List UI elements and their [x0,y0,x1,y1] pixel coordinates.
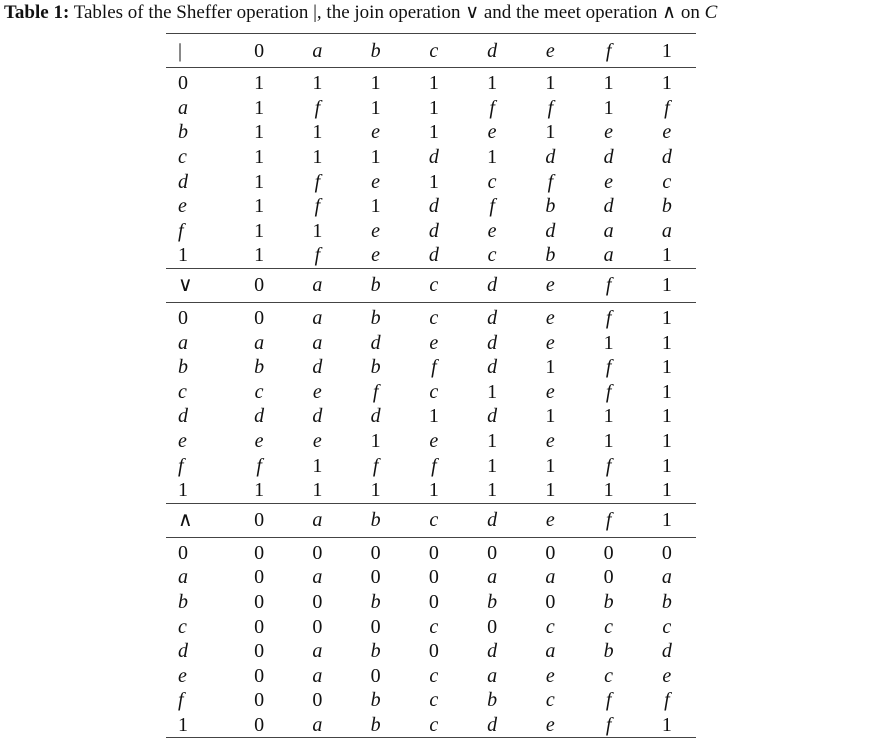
sheffer-table-cell: f [489,195,495,218]
meet-table-cell: a [312,640,323,663]
sheffer-table-cell: b [521,243,579,268]
sheffer-table-cell: e [604,121,614,144]
sheffer-table-cell: 1 [254,195,265,218]
sheffer-table-cell: a [661,219,672,242]
meet-table-cell: 0 [254,640,265,663]
sheffer-table-cell: 1 [487,72,498,95]
operation-tables [166,33,696,738]
join-table-cell: f [605,380,612,403]
sheffer-column-header: 1 [638,34,696,68]
join-table-cell: f [372,380,379,403]
sheffer-table-cell: 1 [312,219,323,242]
join-table-cell: 1 [487,454,498,477]
sheffer-table-cell: 1 [428,96,439,119]
meet-operator-symbol: ∧ [166,503,230,537]
meet-table-cell: 0 [545,541,556,564]
sheffer-table-cell: 1 [370,96,381,119]
join-table-cell: 1 [603,331,614,354]
meet-table-cell: a [487,664,498,687]
meet-table-row [166,614,696,639]
caption-set-symbol: C [704,2,718,23]
meet-table-cell: 0 [428,566,439,589]
join-table-cell: e [429,430,439,453]
sheffer-table-cell: e [604,170,614,193]
sheffer-table-cell: f [314,170,321,193]
meet-table-cell: 0 [370,664,381,687]
sheffer-table-cell: 1 [370,195,381,218]
sheffer-table-cell: e [371,170,381,193]
meet-table-cell: 0 [545,590,556,613]
meet-table-cell: a [288,713,346,738]
meet-table-cell: e [662,664,672,687]
sheffer-table-cell: d [405,243,463,268]
sheffer-table-cell: 1 [428,72,439,95]
meet-table-row [166,688,696,713]
join-table-cell: f [256,454,262,477]
sheffer-table-cell: 1 [638,243,696,268]
sheffer-table-cell: 1 [254,146,265,169]
sheffer-row-header: b [178,121,188,144]
meet-table-cell: 0 [487,615,498,638]
join-table-cell: 1 [521,478,579,503]
sheffer-table-cell: d [661,146,672,169]
meet-table-cell: 0 [661,541,672,564]
join-table-cell: 1 [661,331,672,354]
sheffer-table-cell: 1 [661,72,672,95]
sheffer-table-cell: e [371,121,381,144]
join-table-cell: 1 [463,478,521,503]
join-column-header: c [405,268,463,302]
join-table-cell: a [312,307,323,330]
meet-table-cell: d [661,640,672,663]
meet-table-cell: a [661,566,672,589]
join-table-cell: e [312,380,322,403]
join-table-cell: 1 [661,380,672,403]
sheffer-column-header: b [347,34,405,68]
sheffer-table-cell: e [487,219,497,242]
meet-table-row [166,663,696,688]
join-table-cell: f [431,454,437,477]
join-table-cell: 1 [230,478,288,503]
sheffer-table-cell: 1 [254,121,265,144]
sheffer-table-cell: c [487,170,497,193]
sheffer-table-row [166,145,696,170]
join-table-cell: d [487,356,498,379]
join-table-row [166,380,696,405]
meet-table-cell: b [603,590,614,613]
meet-column-header: e [521,503,579,537]
sheffer-table-cell: e [347,243,405,268]
meet-table-cell: a [545,640,556,663]
meet-row-header: f [178,689,184,712]
join-table-row [166,478,696,503]
sheffer-table-row [166,194,696,219]
sheffer-table-cell: b [661,195,672,218]
meet-table-cell: c [662,615,672,638]
sheffer-column-header: 0 [230,34,288,68]
sheffer-table-row [166,219,696,244]
sheffer-table-cell: f [489,96,495,119]
join-table-cell: c [254,380,264,403]
join-table-cell: 1 [580,478,638,503]
meet-row-header: a [178,566,188,589]
meet-table-cell: b [487,689,498,712]
sheffer-table-cell: 1 [545,121,556,144]
join-row-header: 1 [166,478,230,503]
meet-table-cell: 0 [370,541,381,564]
meet-table-cell: 0 [254,664,265,687]
sheffer-table-cell: 1 [487,146,498,169]
join-table-cell: 1 [661,430,672,453]
meet-table-cell: b [370,640,381,663]
join-table-row [166,453,696,478]
join-column-header: f [580,268,638,302]
meet-table-cell: 0 [428,541,439,564]
meet-column-header: 0 [230,503,288,537]
meet-table-cell: 0 [312,689,323,712]
meet-table-cell: 0 [230,713,288,738]
operation-tables-body [166,34,696,738]
sheffer-column-header: f [580,34,638,68]
meet-table-cell: d [463,713,521,738]
join-table-cell: f [605,356,612,379]
sheffer-table-cell: e [371,219,381,242]
join-column-header: 0 [230,268,288,302]
sheffer-row-header: d [178,170,188,193]
meet-table-row [166,565,696,590]
meet-table-cell: b [661,590,672,613]
meet-column-header: 1 [638,503,696,537]
meet-table-cell: 0 [428,640,439,663]
meet-row-header: c [178,615,187,638]
sheffer-table-cell: 1 [428,121,439,144]
sheffer-table-row [166,120,696,145]
sheffer-column-header: c [405,34,463,68]
meet-row-header: 1 [166,713,230,738]
sheffer-table-cell: 1 [230,243,288,268]
join-table-cell: d [370,405,381,428]
join-row-header: b [178,356,188,379]
meet-table-row [166,639,696,664]
join-table-cell: b [370,356,381,379]
join-table-cell: 1 [288,478,346,503]
meet-table-cell: b [347,713,405,738]
sheffer-table-cell: e [662,121,672,144]
meet-table-cell: c [429,615,439,638]
join-row-header: 0 [178,307,188,330]
sheffer-table-cell: 1 [254,96,265,119]
meet-table-cell: 0 [254,566,265,589]
meet-table-cell: 0 [603,566,614,589]
join-table-cell: 1 [638,478,696,503]
meet-column-header: b [347,503,405,537]
meet-table-cell: 0 [254,590,265,613]
meet-table-row [166,537,696,565]
join-table-cell: d [254,405,265,428]
sheffer-row-header: f [178,219,184,242]
sheffer-table-cell: 1 [603,72,614,95]
meet-table-cell: a [312,664,323,687]
meet-table-cell: b [370,590,381,613]
meet-table-cell: d [487,640,498,663]
sheffer-table-cell: 1 [254,170,265,193]
meet-table-cell: c [545,615,555,638]
sheffer-table-cell: 1 [603,96,614,119]
join-table-cell: c [429,380,439,403]
sheffer-table-cell: f [314,96,321,119]
sheffer-table-row [166,68,696,96]
meet-table-cell: 0 [312,590,323,613]
meet-table-cell: 0 [254,689,265,712]
meet-table-cell: 0 [603,541,614,564]
join-table-cell: 1 [487,380,498,403]
meet-table-cell: a [545,566,556,589]
meet-column-header: c [405,503,463,537]
join-table-cell: 1 [661,356,672,379]
meet-table-row [166,713,696,738]
meet-table-cell: c [405,713,463,738]
join-row-header: f [178,454,184,477]
meet-table-cell: c [604,615,614,638]
join-row-header: a [178,331,188,354]
sheffer-column-header: e [521,34,579,68]
meet-table-cell: e [521,713,579,738]
caption-text: Tables of the Sheffer operation |, the join operation ∨ and the meet operation ∧ on [69,2,705,23]
join-table-cell: 1 [405,478,463,503]
join-table-row [166,355,696,380]
join-table-cell: e [545,331,555,354]
sheffer-table-cell: a [603,219,614,242]
meet-table-cell: 0 [312,615,323,638]
meet-table-cell: a [487,566,498,589]
join-table-cell: f [372,454,379,477]
sheffer-table-row [166,243,696,268]
sheffer-row-header: a [178,96,188,119]
meet-table-row [166,590,696,615]
join-table-cell: e [545,380,555,403]
join-table-cell: f [605,454,612,477]
meet-table-cell: 1 [638,713,696,738]
sheffer-table-cell: 1 [370,72,381,95]
join-table-cell: 1 [603,405,614,428]
sheffer-table-cell: 1 [312,72,323,95]
join-table-cell: 1 [370,430,381,453]
meet-table-cell: 0 [370,615,381,638]
meet-table-cell: a [312,566,323,589]
caption-label: Table 1: [4,2,70,23]
sheffer-table-cell: d [545,219,556,242]
join-column-header: a [288,268,346,302]
meet-row-header: b [178,590,188,613]
meet-table-cell: f [605,689,612,712]
join-table-cell: 0 [254,307,265,330]
meet-table-cell: c [429,689,439,712]
sheffer-table-cell: d [603,195,614,218]
sheffer-table-cell: f [314,195,321,218]
sheffer-row-header: 1 [166,243,230,268]
sheffer-table-cell: d [428,219,439,242]
sheffer-table-cell: 1 [312,146,323,169]
sheffer-table-cell: 1 [312,121,323,144]
join-row-header: c [178,380,187,403]
sheffer-column-header: d [463,34,521,68]
meet-table-cell: e [545,664,555,687]
join-table-cell: e [545,430,555,453]
meet-table-cell: c [429,664,439,687]
table-caption [4,0,872,26]
sheffer-table-cell: d [603,146,614,169]
join-table-cell: e [429,331,439,354]
sheffer-row-header: 0 [178,72,188,95]
meet-column-header: f [580,503,638,537]
meet-table-cell: c [545,689,555,712]
join-table-cell: 1 [661,454,672,477]
meet-table-cell: 0 [254,615,265,638]
join-table-row [166,330,696,355]
sheffer-table-cell: c [662,170,672,193]
join-table-cell: 1 [545,405,556,428]
join-column-header: e [521,268,579,302]
sheffer-table-cell: f [288,243,346,268]
meet-table-header-row [166,503,696,537]
join-table-cell: e [312,430,322,453]
sheffer-table-row [166,169,696,194]
join-row-header: e [178,430,187,453]
join-table-cell: e [254,430,264,453]
meet-table-cell: 0 [487,541,498,564]
meet-table-cell: 0 [428,590,439,613]
join-table-cell: 1 [312,454,323,477]
sheffer-table-cell: f [547,96,554,119]
sheffer-operator-symbol: | [166,34,230,68]
sheffer-table-cell: c [463,243,521,268]
meet-table-cell: f [664,689,670,712]
join-table-cell: 1 [661,307,672,330]
join-table-cell: 1 [661,405,672,428]
join-table-cell: c [429,307,439,330]
meet-table-cell: b [603,640,614,663]
meet-table-cell: 0 [370,566,381,589]
join-table-cell: a [254,331,265,354]
meet-table-cell: 0 [254,541,265,564]
sheffer-column-header: a [288,34,346,68]
meet-row-header: d [178,640,188,663]
join-operator-symbol: ∨ [166,268,230,302]
join-table-cell: d [487,331,498,354]
join-column-header: 1 [638,268,696,302]
join-table-cell: 1 [428,405,439,428]
join-table-cell: d [370,331,381,354]
sheffer-table-cell: 1 [370,146,381,169]
meet-column-header: a [288,503,346,537]
sheffer-table-cell: d [428,195,439,218]
join-table-cell: b [370,307,381,330]
meet-table-cell: b [370,689,381,712]
sheffer-table-cell: 1 [545,72,556,95]
sheffer-row-header: e [178,195,187,218]
meet-table-cell: f [580,713,638,738]
sheffer-table-cell: f [664,96,670,119]
sheffer-table-row [166,96,696,121]
sheffer-table-cell: 1 [254,72,265,95]
join-table-cell: 1 [487,430,498,453]
meet-table-cell: c [604,664,614,687]
join-column-header: b [347,268,405,302]
join-table-cell: 1 [545,454,556,477]
join-table-cell: d [312,405,323,428]
join-table-header-row [166,268,696,302]
join-table-cell: 1 [603,430,614,453]
join-table-cell: 1 [347,478,405,503]
sheffer-table-cell: a [580,243,638,268]
join-table-cell: f [431,356,437,379]
sheffer-table-cell: d [545,146,556,169]
sheffer-table-cell: d [428,146,439,169]
join-table-cell: a [312,331,323,354]
meet-table-cell: 0 [312,541,323,564]
sheffer-table-cell: 1 [254,219,265,242]
join-table-cell: e [545,307,555,330]
meet-row-header: 0 [178,541,188,564]
sheffer-table-cell: 1 [428,170,439,193]
sheffer-row-header: c [178,146,187,169]
join-table-row [166,429,696,454]
join-table-row [166,302,696,330]
join-table-cell: d [487,307,498,330]
join-table-cell: 1 [545,356,556,379]
sheffer-table-cell: e [487,121,497,144]
join-table-cell: f [605,307,612,330]
join-column-header: d [463,268,521,302]
meet-row-header: e [178,664,187,687]
join-table-cell: d [487,405,498,428]
meet-table-cell: b [487,590,498,613]
join-row-header: d [178,405,188,428]
join-table-row [166,404,696,429]
join-table-cell: d [312,356,323,379]
meet-column-header: d [463,503,521,537]
sheffer-table-cell: f [547,170,554,193]
sheffer-table-header-row [166,34,696,68]
join-table-cell: b [254,356,265,379]
sheffer-table-cell: b [545,195,556,218]
